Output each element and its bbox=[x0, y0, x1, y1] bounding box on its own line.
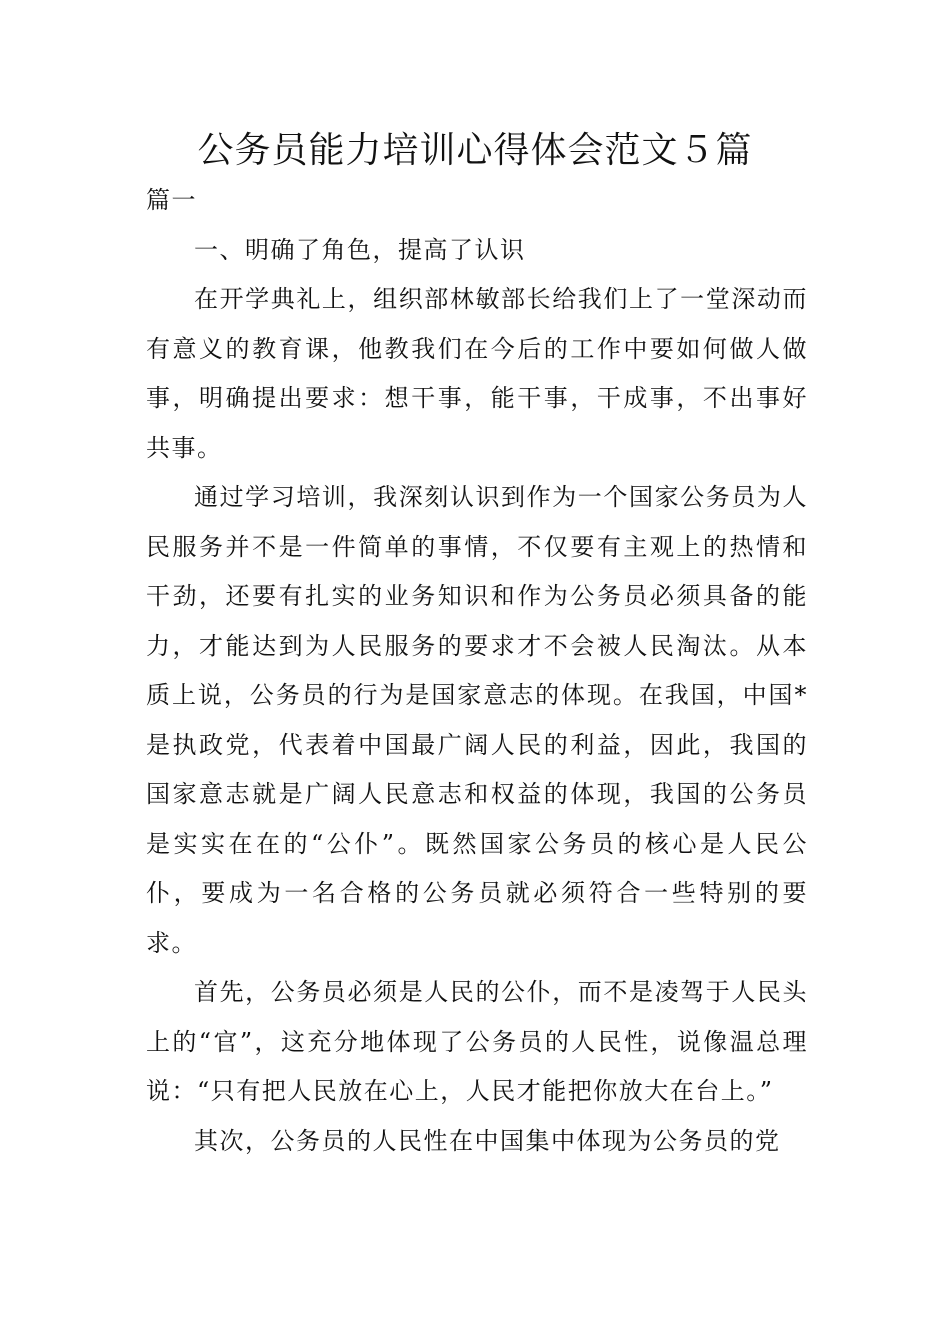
page-title: 公务员能力培训心得体会范文５篇 bbox=[197, 130, 753, 171]
paragraph-heading: 一、明确了角色，提高了认识 bbox=[194, 235, 526, 264]
paragraph: 在开学典礼上，组织部林敏部长给我们上了一堂深动而有意义的教育课，他教我们在今后的工作中要如何做人做事，明确提出要求：想干事，能干事，干成事，不出事好共事。 bbox=[146, 285, 808, 462]
section-label: 篇一 bbox=[146, 186, 197, 214]
paragraph: 通过学习培训，我深刻认识到作为一个国家公务员为人民服务并不是一件简单的事情，不仅要有主观上的热情和干劲，还要有扎实的业务知识和作为公务员必须具备的能力，才能达到为人民服务的要求才不会被人民淘汰。从本质上说，公务员的行为是国家意志的体现。在我国，中国*是执政党，代表着中国最广阔人民的利益，因此，我国的国家意志就是广阔人民意志和权益的体现，我国的公务员是实实在在的“公仆”。既然国家公务员的核心是人民公仆，要成为一名合格的公务员就必须符合一些特别的要求。 bbox=[146, 483, 808, 957]
document-body bbox=[146, 176, 808, 1166]
paragraph: 首先，公务员必须是人民的公仆，而不是凌驾于人民头上的“官”，这充分地体现了公务员的人民性，说像温总理说：“只有把人民放在心上，人民才能把你放大在台上。” bbox=[146, 978, 808, 1105]
paragraph: 其次，公务员的人民性在中国集中体现为公务员的党 bbox=[194, 1126, 781, 1155]
